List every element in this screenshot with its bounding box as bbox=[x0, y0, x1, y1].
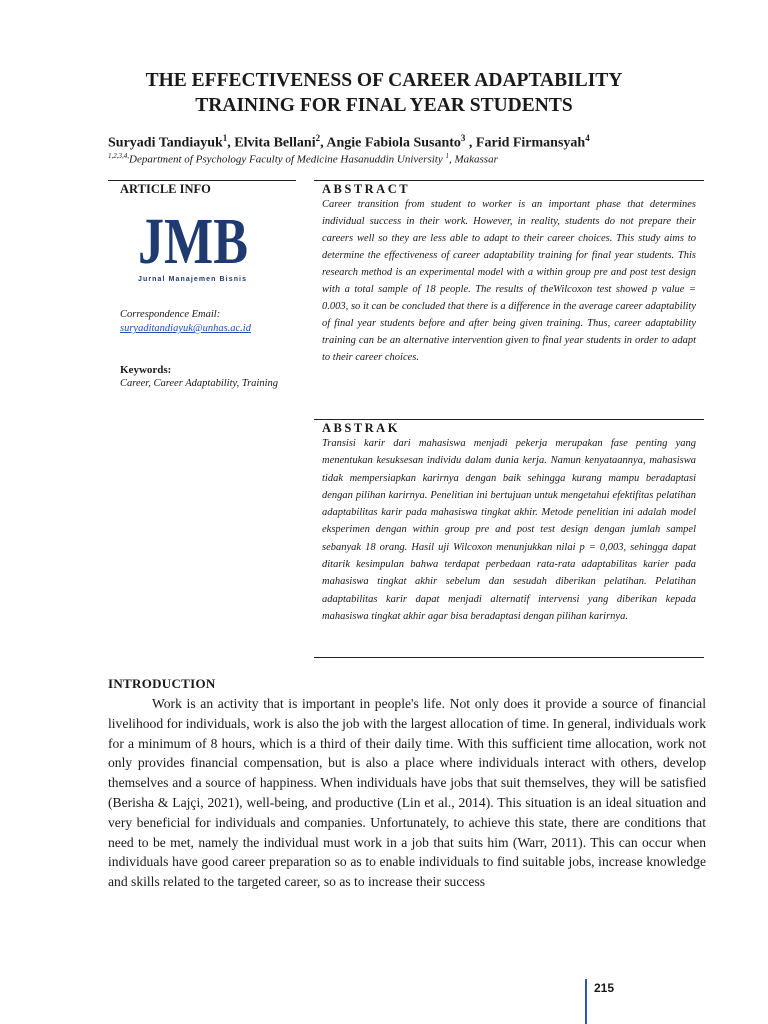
affiliation-tail: , Makassar bbox=[448, 153, 498, 166]
introduction-text: Work is an activity that is important in people's life. Not only does it provide a source of financial livelihood for individuals, work is also the job with the largest allocation of time. In general, individuals work for a minimum of 8 hours, which is a third of their daily time. With this sufficient time allocation, work not only provides financial compensation, but is also a place where individuals interact with others, develop themselves and a source of happiness. When individuals have jobs that suit themselves, they will be satisfied (Berisha & Lajçi, 2021), well-being, and productive (Lin et al., 2014). This situation is an ideal situation and very beneficial for individuals and companies. Unfortunately, to achieve this state, there are conditions that need to be met, namely the individual must work in a job that suits him (Warr, 2011). This can occur when individuals have good career preparation so as to enable individuals to find suitable jobs, increase knowledge and skills related to the targeted career, so as to increase their success bbox=[108, 696, 706, 890]
author-sup: 1 bbox=[222, 133, 228, 143]
author-name: Suryadi Tandiayuk bbox=[108, 135, 223, 151]
divider-bottom bbox=[314, 657, 704, 658]
abstrak-heading: ABSTRAK bbox=[322, 421, 400, 435]
author-name: Farid Firmansyah bbox=[475, 135, 586, 151]
author-sup: 4 bbox=[585, 133, 590, 143]
divider-top-left bbox=[108, 180, 296, 181]
author-sup: 2 bbox=[315, 133, 321, 143]
affiliation-sup: 1,2,3,4, bbox=[108, 152, 129, 160]
correspondence-label: Correspondence Email: bbox=[120, 309, 221, 320]
keywords-value: Career, Career Adaptability, Training bbox=[120, 378, 278, 389]
author-name: Elvita Bellani bbox=[234, 135, 316, 151]
affiliation bbox=[108, 152, 708, 166]
title-line-1: THE EFFECTIVENESS OF CAREER ADAPTABILITY bbox=[145, 70, 623, 91]
introduction-heading: INTRODUCTION bbox=[108, 676, 216, 691]
paper-title bbox=[60, 68, 708, 118]
logo-tagline: Jurnal Manajemen Bisnis bbox=[138, 276, 248, 283]
abstrak-text: Transisi karir dari mahasiswa menjadi pekerja merupakan fase penting yang menentukan kesuksesan individu dalam dunia kerja. Namun kenyataannya, mahasiswa tidak mempersiapkan karirnya dengan baik sehingga kurang mampu beradaptasi dengan pilihan karirnya. Penelitian ini bertujuan untuk mengetahui efektifitas pelatihan adaptabilitas karir pada mahasiswa tingkat akhir. Metode penelitian ini adalah model eksperimen dengan within group pre and post test design dengan jumlah sampel sebanyak 18 orang. Hasil uji Wilcoxon menunjukkan nilai p = 0,003, sehingga dapat ditarik kesimpulan bahwa terdapat perbedaan rata-rata adaptabilitas karier pada mahasiswa tingkat akhir sebelum dan sesudah diberikan pelatihan. Pelatihan adaptabilitas karir dapat menjadi alternatif intervensi yang diberikan kepada mahasiswa tingkat akhir agar bisa beradaptasi dengan pilihan karirnya. bbox=[322, 438, 696, 622]
keywords-label: Keywords: bbox=[120, 364, 172, 376]
page-number: 215 bbox=[594, 981, 615, 995]
author-list bbox=[108, 133, 708, 152]
author-name: Angie Fabiola Susanto bbox=[326, 135, 461, 151]
author-sup: 3 bbox=[460, 133, 466, 143]
affiliation-sup-2: 1 bbox=[445, 152, 449, 160]
author-sep: , bbox=[320, 135, 327, 151]
page-number-bar bbox=[585, 979, 587, 1024]
affiliation-text: Department of Psychology Faculty of Medicine Hasanuddin University bbox=[129, 153, 446, 166]
title-line-2: TRAINING FOR FINAL YEAR STUDENTS bbox=[195, 95, 573, 116]
logo-letters: JMB bbox=[138, 205, 248, 278]
journal-logo bbox=[137, 205, 249, 285]
abstract-heading: ABSTRACT bbox=[322, 182, 411, 196]
author-sep: , bbox=[227, 135, 235, 151]
article-info-heading: ARTICLE INFO bbox=[120, 182, 211, 196]
abstract-text: Career transition from student to worker is an important phase that determines individual success in their work. However, in reality, students do not prepare their careers well so they are less able to adapt to their career choices. This study aims to determine the effectiveness of career adaptability training for final year students. This research method is an experimental model with a within group pre and post test design with a total sample of 18 people. The results of theWilcoxon test showed p value = 0.003, so it can be concluded that there is a difference in the average career adaptability of final year students before and after being given training. Thus, career adaptability training can be an alternative intervention given to final year students in order to adapt to their career choices. bbox=[322, 199, 696, 364]
divider-top-right bbox=[314, 180, 704, 181]
author-sep: , bbox=[465, 135, 476, 151]
divider-mid bbox=[314, 419, 704, 420]
correspondence-email-link[interactable]: suryaditandiayuk@unhas.ac.id bbox=[120, 323, 251, 334]
